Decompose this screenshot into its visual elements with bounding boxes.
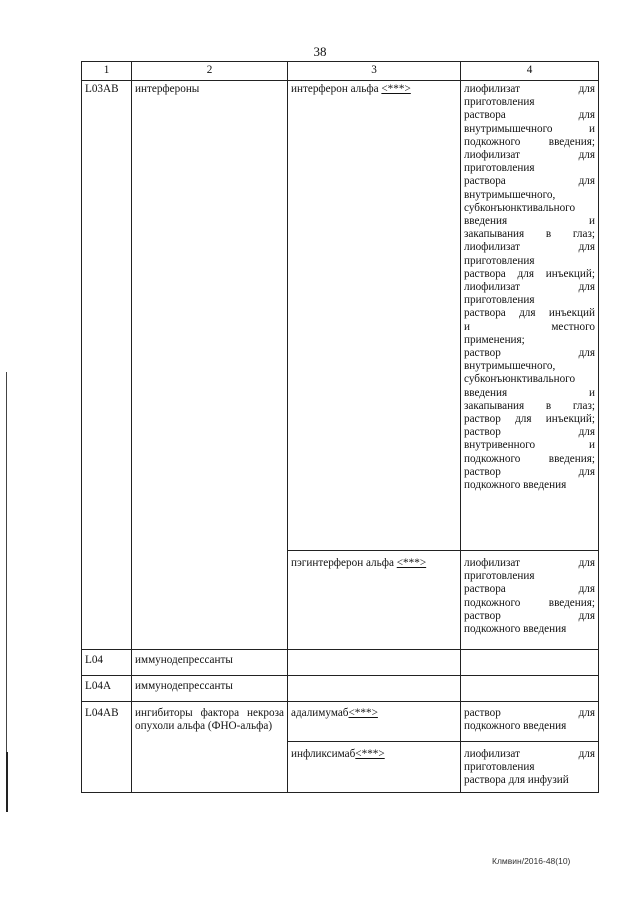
dosage-form-line: раствор для: [464, 707, 595, 719]
dosage-form-line: внутримышечного,: [464, 360, 556, 373]
empty-cell: [288, 676, 461, 702]
dosage-forms-list: [464, 83, 595, 492]
dosage-forms-list: [464, 707, 595, 733]
drug-name: [288, 742, 461, 793]
footer-code: Клмвин/2016-48(10): [492, 856, 571, 866]
note-mark: <***>: [355, 748, 385, 760]
dosage-form-line: лиофилизат для: [464, 83, 595, 95]
dosage-form-line: раствора для инъекций;: [464, 267, 595, 280]
atc-code: L04AB: [82, 702, 132, 793]
dosage-form-line: лиофилизат для: [464, 149, 595, 162]
empty-cell: [461, 650, 599, 676]
group-name: интерфероны: [132, 81, 288, 650]
dosage-form-line: субконъюнктивального: [464, 201, 576, 214]
column-header: 3: [288, 62, 461, 81]
dosage-form-line: приготовления: [464, 162, 535, 175]
dosage-forms-list: [464, 748, 595, 788]
drug-name-text: адалимумаб: [291, 707, 349, 719]
dosage-form-line: лиофилизат для: [464, 281, 595, 294]
dosage-form-line: внутривенного и: [464, 439, 595, 452]
dosage-form-line: приготовления: [464, 294, 535, 307]
dosage-form-line: раствор для инъекций;: [464, 413, 595, 426]
dosage-form-line: приготовления: [464, 254, 535, 267]
group-name: [132, 702, 288, 793]
dosage-form-line: применения;: [464, 333, 525, 346]
dosage-form-line: внутримышечного,: [464, 188, 556, 201]
scan-margin-line: [6, 752, 8, 812]
dosage-form-line: закапывания в глаз;: [464, 399, 595, 412]
dosage-forms: [461, 742, 599, 793]
table-row: [82, 676, 599, 702]
table-row: [82, 650, 599, 676]
dosage-form-line: раствор для: [464, 465, 595, 478]
dosage-form-line: и местного: [464, 320, 595, 333]
drug-name: [288, 551, 461, 650]
scan-margin-line: [6, 372, 7, 752]
drug-table: [81, 61, 599, 793]
note-mark: <***>: [396, 557, 427, 569]
dosage-form-line: лиофилизат для: [464, 557, 595, 569]
drug-name-text: инфликсимаб: [291, 748, 356, 760]
drug-name-text: интерферон альфа: [291, 83, 382, 95]
dosage-form-line: подкожного введения: [464, 479, 567, 492]
dosage-form-line: раствора для инъекций: [464, 307, 595, 320]
drug-name: [288, 702, 461, 742]
dosage-form-line: внутримышечного и: [464, 122, 595, 135]
group-name: иммунодепрессанты: [132, 676, 288, 702]
dosage-form-line: раствора для инфузий: [464, 774, 569, 787]
group-name: иммунодепрессанты: [132, 650, 288, 676]
drug-name: [288, 81, 461, 551]
dosage-form-line: приготовления: [464, 761, 535, 774]
dosage-form-line: закапывания в глаз;: [464, 228, 595, 241]
column-header: 4: [461, 62, 599, 81]
dosage-form-line: раствор для: [464, 347, 595, 360]
dosage-form-line: приготовления: [464, 96, 535, 109]
dosage-form-line: приготовления: [464, 570, 535, 583]
page-number: 38: [313, 44, 327, 59]
dosage-form-line: субконъюнктивального: [464, 373, 576, 386]
dosage-form-line: подкожного введения: [464, 720, 567, 733]
note-mark: <***>: [381, 83, 411, 95]
dosage-forms-list: [464, 557, 595, 636]
dosage-forms: [461, 551, 599, 650]
column-header: 1: [82, 62, 132, 81]
dosage-form-line: раствора для: [464, 109, 595, 122]
dosage-form-line: раствор для: [464, 609, 595, 622]
table-row: [82, 81, 599, 551]
table-row: [82, 702, 599, 742]
dosage-form-line: подкожного введения: [464, 623, 567, 636]
dosage-form-line: лиофилизат для: [464, 241, 595, 254]
dosage-form-line: раствора для: [464, 175, 595, 188]
header-row: [82, 62, 599, 81]
dosage-form-line: подкожного введения;: [464, 135, 595, 148]
atc-code: L03AB: [82, 81, 132, 650]
dosage-form-line: раствора для: [464, 583, 595, 596]
note-mark: <***>: [348, 707, 378, 719]
dosage-form-line: введения и: [464, 386, 595, 399]
drug-name-text: пэгинтерферон альфа: [291, 557, 397, 569]
atc-code: L04A: [82, 676, 132, 702]
empty-cell: [461, 676, 599, 702]
group-name-text: ингибиторы фактора некроза опухоли альфа (ФНО-альфа): [135, 707, 284, 733]
dosage-forms: [461, 81, 599, 551]
empty-cell: [288, 650, 461, 676]
dosage-form-line: подкожного введения;: [464, 596, 595, 609]
dosage-form-line: раствор для: [464, 426, 595, 439]
dosage-form-line: подкожного введения;: [464, 452, 595, 465]
dosage-forms: [461, 702, 599, 742]
column-header: 2: [132, 62, 288, 81]
dosage-form-line: введения и: [464, 215, 595, 228]
dosage-form-line: лиофилизат для: [464, 748, 595, 760]
atc-code: L04: [82, 650, 132, 676]
